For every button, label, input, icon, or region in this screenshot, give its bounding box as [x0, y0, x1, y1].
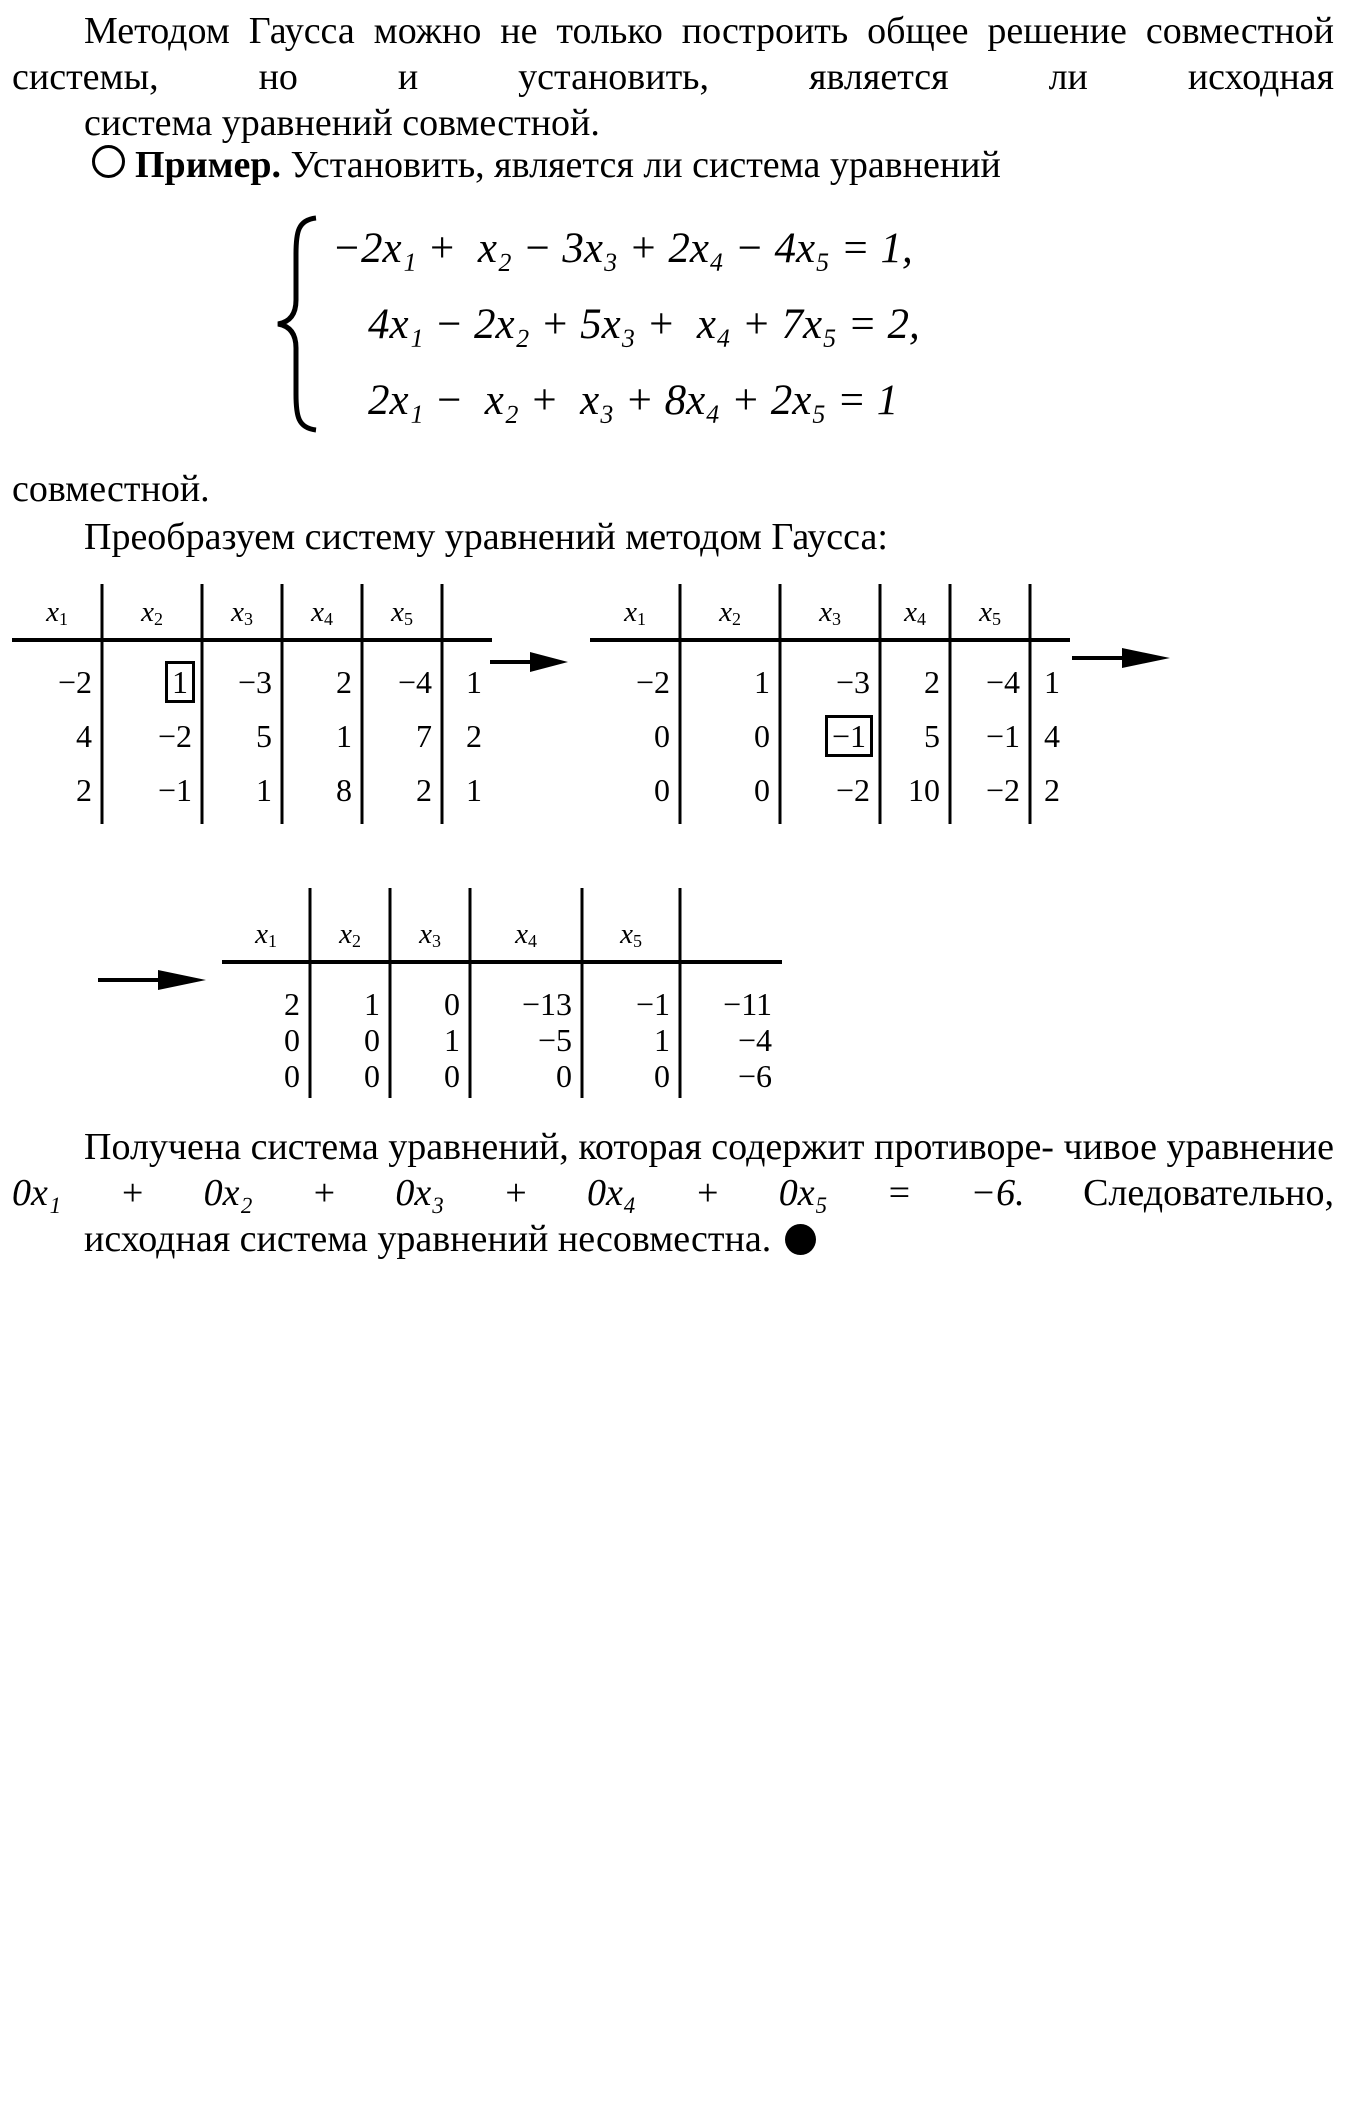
column-header-x1: $x_1$	[624, 596, 646, 629]
table-cell: −4	[737, 1022, 772, 1058]
table-cell: 1	[466, 664, 482, 700]
table-cell: 4	[1044, 718, 1060, 754]
column-header-x2: $x_2$	[719, 596, 741, 629]
table-cell: 0	[364, 1058, 380, 1094]
table-cell: −3	[835, 664, 870, 700]
table-cell: 2	[284, 986, 300, 1022]
table-cell: −13	[521, 986, 572, 1022]
equation-2: 4x₁ − 2x₂ + 5x₃ + x₄ + 7x₅ = 2,	[368, 301, 920, 348]
end-of-example-icon	[785, 1224, 816, 1255]
table-cell: 1	[466, 772, 482, 808]
table-cell: −5	[537, 1022, 572, 1058]
example-label: Пример.	[135, 144, 281, 186]
table-cell: 0	[754, 718, 770, 754]
arrow-right-icon	[1072, 646, 1172, 670]
conclusion-line-2-start: чивое уравнение	[1063, 1126, 1334, 1168]
column-header-x4: $x_4$	[515, 918, 537, 951]
table-cell: 0	[364, 1022, 380, 1058]
column-header-x2: $x_2$	[141, 596, 163, 629]
column-header-x3: $x_3$	[819, 596, 841, 629]
intro-paragraph	[12, 8, 1334, 146]
column-header-x3: $x_3$	[419, 918, 441, 951]
table-cell: 2	[76, 772, 92, 808]
transform-text	[12, 514, 1334, 560]
table-cell	[108, 664, 192, 700]
pivot-element: −1	[828, 718, 870, 754]
table-cell: −2	[835, 772, 870, 808]
table-cell: −2	[157, 718, 192, 754]
column-header-x4: $x_4$	[904, 596, 926, 629]
table-cell: 0	[754, 772, 770, 808]
table-cell: 5	[924, 718, 940, 754]
table-cell: −1	[985, 718, 1020, 754]
intro-line-2: совместной системы, но и установить, является ли исходная	[12, 10, 1335, 98]
table-cell: 2	[416, 772, 432, 808]
table-cell: 1	[336, 718, 352, 754]
table-cell: 2	[924, 664, 940, 700]
table-cell: 1	[654, 1022, 670, 1058]
table-cell: 2	[1044, 772, 1060, 808]
conclusion-line-1: Получена система уравнений, которая содержит противоре-	[84, 1126, 1054, 1168]
conclusion-line-3-wrap	[12, 1216, 1334, 1262]
table-cell: 0	[556, 1058, 572, 1094]
table-cell: −4	[397, 664, 432, 700]
equation-3: 2x₁ − x₂ + x₃ + 8x₄ + 2x₅ = 1	[368, 377, 899, 424]
conclusion-line-3: исходная система уравнений несовместна.	[84, 1218, 772, 1260]
gauss-table-1	[12, 582, 492, 832]
table-cell: 1	[444, 1022, 460, 1058]
table-cell: 1	[754, 664, 770, 700]
table-cell: −11	[723, 986, 772, 1022]
column-header-x5: $x_5$	[391, 596, 413, 629]
table-cell: −1	[635, 986, 670, 1022]
table-cell: 2	[336, 664, 352, 700]
conclusion-equation: 0x₁ + 0x₂ + 0x₃ + 0x₄ + 0x₅ = −6.	[12, 1172, 1025, 1214]
equation-system	[272, 214, 972, 434]
intro-line-3: система уравнений совместной.	[84, 102, 600, 144]
table-cell: 10	[908, 772, 940, 808]
table-cell	[786, 718, 870, 754]
conclusion-paragraph	[12, 1124, 1334, 1262]
table-cell: 1	[256, 772, 272, 808]
pivot-element: 1	[168, 664, 192, 700]
table-cell: −2	[635, 664, 670, 700]
table-cell: −1	[157, 772, 192, 808]
after-system-word: совместной.	[12, 468, 210, 510]
column-header-x2: $x_2$	[339, 918, 361, 951]
example-marker-icon	[92, 145, 125, 178]
table-cell: 4	[76, 718, 92, 754]
column-header-x4: $x_4$	[311, 596, 333, 629]
table-cell: −2	[985, 772, 1020, 808]
example-line	[12, 142, 1334, 188]
table-cell: −2	[57, 664, 92, 700]
after-system-text	[12, 466, 1334, 512]
table-cell: 5	[256, 718, 272, 754]
intro-line-1: Методом Гаусса можно не только построить общее решение	[84, 10, 1127, 52]
table-cell: −3	[237, 664, 272, 700]
left-brace-icon	[272, 214, 322, 434]
table-cell: 1	[1044, 664, 1060, 700]
table-cell: −4	[985, 664, 1020, 700]
table-cell: 0	[654, 718, 670, 754]
gauss-table-3	[222, 886, 782, 1106]
column-header-x1: $x_1$	[46, 596, 68, 629]
table-cell: 2	[466, 718, 482, 754]
example-text: Установить, является ли система уравнений	[290, 144, 1001, 186]
table-cell: 0	[444, 1058, 460, 1094]
conclusion-line-2-end: Следовательно,	[1083, 1172, 1334, 1214]
column-header-x1: $x_1$	[255, 918, 277, 951]
table-cell: 7	[416, 718, 432, 754]
table-cell: 0	[444, 986, 460, 1022]
table-cell: 8	[336, 772, 352, 808]
arrow-right-icon	[490, 650, 570, 674]
table-cell: 0	[654, 772, 670, 808]
equation-1: −2x₁ + x₂ − 3x₃ + 2x₄ − 4x₅ = 1,	[332, 225, 913, 272]
table-cell: 0	[654, 1058, 670, 1094]
column-header-x5: $x_5$	[620, 918, 642, 951]
table-cell: −6	[737, 1058, 772, 1094]
transform-sentence: Преобразуем систему уравнений методом Гаусса:	[84, 516, 888, 558]
column-header-x3: $x_3$	[231, 596, 253, 629]
table-cell: 0	[284, 1022, 300, 1058]
gauss-table-2	[590, 582, 1070, 832]
column-header-x5: $x_5$	[979, 596, 1001, 629]
table-cell: 0	[284, 1058, 300, 1094]
arrow-right-icon	[98, 968, 208, 992]
table-cell: 1	[364, 986, 380, 1022]
